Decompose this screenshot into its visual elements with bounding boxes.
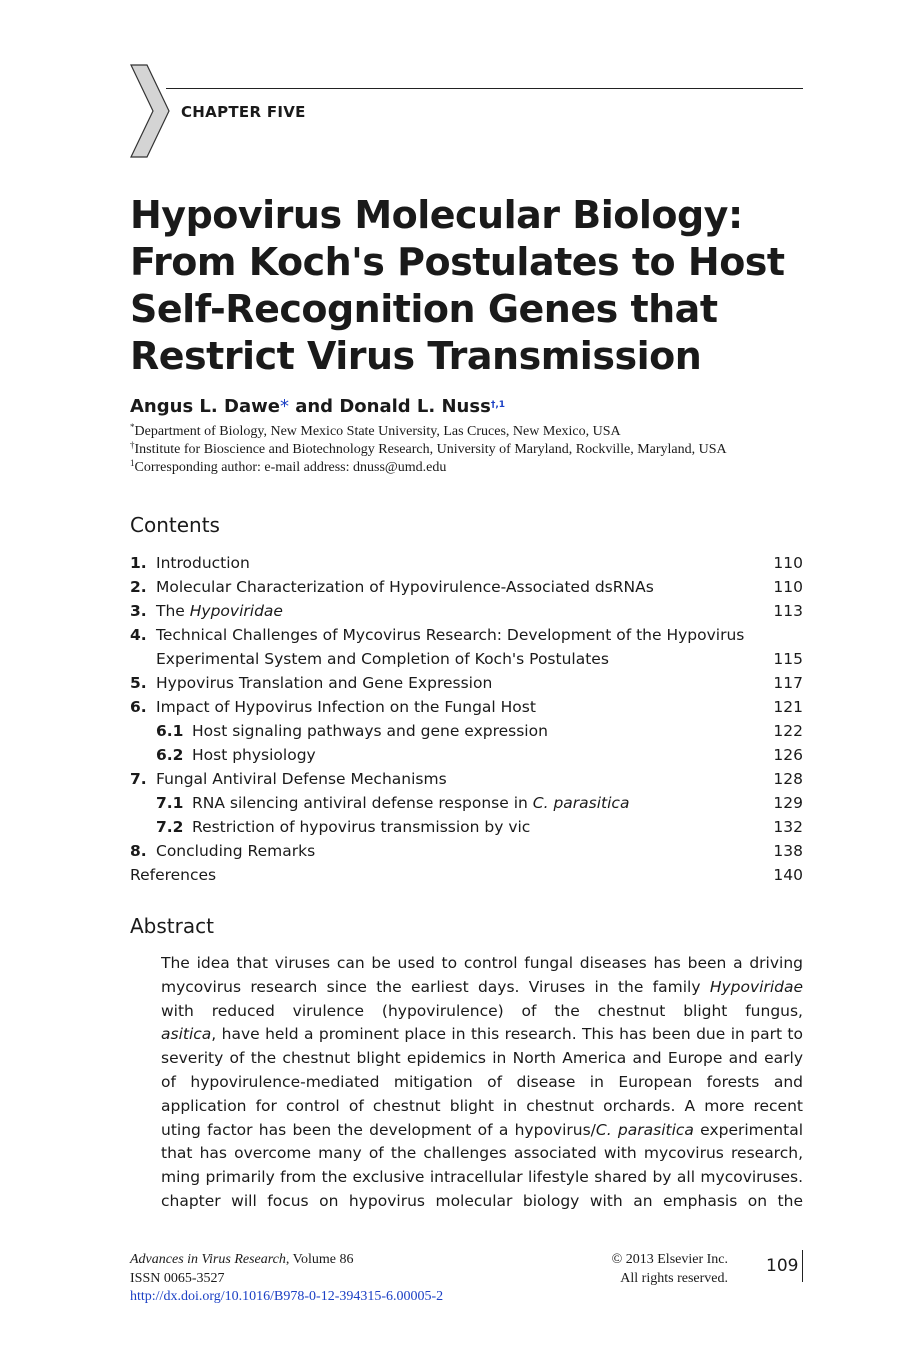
abstract-line: ming primarily from the exclusive intracellular lifestyle shared by all mycoviruses.: [161, 1168, 803, 1187]
toc-page: 122: [773, 722, 803, 740]
header-rule: [166, 88, 803, 89]
toc-title: Fungal Antiviral Defense Mechanisms: [156, 770, 447, 788]
journal-name: Advances in Virus Research: [130, 1252, 286, 1267]
toc-title: Impact of Hypovirus Infection on the Fungal Host: [156, 698, 536, 716]
toc-entry-references[interactable]: [130, 863, 803, 887]
toc-title: [192, 791, 629, 815]
toc-entry[interactable]: [130, 599, 803, 623]
toc-subentry[interactable]: [130, 791, 803, 815]
toc-title: [156, 599, 283, 623]
abstract-line: that has overcome many of the challenges associated with mycovirus research,: [161, 1144, 803, 1163]
affiliation-text: Department of Biology, New Mexico State University, Las Cruces, New Mexico, USA: [134, 424, 621, 439]
toc-page: 117: [773, 674, 803, 692]
chapter-label: CHAPTER FIVE: [181, 103, 306, 121]
abstract-italic: C. parasitica: [595, 1120, 694, 1139]
affiliation-text: Institute for Bioscience and Biotechnology Research, University of Maryland, Rockville, Maryland, USA: [134, 442, 727, 457]
affiliation: [130, 459, 727, 477]
toc-page: 132: [773, 818, 803, 836]
toc-number: 4.: [130, 626, 147, 644]
copyright: © 2013 Elsevier Inc.: [611, 1252, 728, 1267]
affiliation-mark: *: [130, 422, 135, 432]
affiliation-text: Corresponding author: e-mail address: dnuss@umd.edu: [134, 460, 447, 475]
toc-title: Molecular Characterization of Hypovirulence-Associated dsRNAs: [156, 578, 654, 596]
abstract-line: severity of the chestnut blight epidemics in North America and Europe and early: [161, 1049, 803, 1068]
toc-entry[interactable]: [130, 839, 803, 863]
table-of-contents: [130, 551, 803, 887]
toc-number: 3.: [130, 602, 147, 620]
issn: ISSN 0065-3527: [130, 1270, 225, 1286]
affiliation-mark: †: [130, 440, 135, 450]
toc-number: 7.1: [156, 794, 184, 812]
toc-title: Host signaling pathways and gene expression: [192, 722, 548, 740]
toc-number: 6.2: [156, 746, 184, 764]
toc-title: Restriction of hypovirus transmission by vic: [192, 818, 531, 836]
abstract-line: [161, 976, 803, 1000]
abstract-line: [161, 1000, 803, 1024]
affiliation-mark: 1: [130, 458, 135, 468]
toc-page: 113: [773, 602, 803, 620]
toc-title: Concluding Remarks: [156, 842, 316, 860]
rights: All rights reserved.: [620, 1270, 728, 1286]
abstract-text: experimental: [700, 1120, 803, 1139]
toc-number: 1.: [130, 554, 147, 572]
toc-subentry[interactable]: [130, 815, 803, 839]
toc-page: 129: [773, 794, 803, 812]
toc-entry[interactable]: [130, 695, 803, 719]
article-title: [130, 192, 830, 380]
footer-copyright: [585, 1251, 728, 1288]
toc-number: 8.: [130, 842, 147, 860]
toc-title-text: The: [156, 602, 190, 620]
author-line: [130, 396, 505, 417]
page-number: 109: [766, 1256, 799, 1276]
toc-entry[interactable]: [130, 551, 803, 575]
toc-page: 140: [773, 866, 803, 884]
title-line: Self-Recognition Genes that: [130, 287, 718, 331]
page-number-rule: [802, 1250, 803, 1282]
affiliation: [130, 441, 727, 459]
abstract-line: The idea that viruses can be used to control fungal diseases has been a driving: [161, 954, 803, 972]
affiliations: [130, 423, 727, 477]
toc-entry[interactable]: [130, 767, 803, 791]
abstract-line: application for control of chestnut blight in chestnut orchards. A more recent: [161, 1096, 803, 1115]
title-line: Hypovirus Molecular Biology:: [130, 193, 743, 237]
toc-number: 6.: [130, 698, 147, 716]
doi-link[interactable]: http://dx.doi.org/10.1016/B978-0-12-394315-6.00005-2: [130, 1289, 444, 1304]
affiliation: [130, 423, 727, 441]
toc-entry[interactable]: [130, 671, 803, 695]
title-line: From Koch's Postulates to Host: [130, 240, 785, 284]
abstract-line: chapter will focus on hypovirus molecular biology with an emphasis on the: [161, 1191, 803, 1210]
toc-number: 6.1: [156, 722, 184, 740]
toc-title: Introduction: [156, 554, 250, 572]
author-name: Donald L. Nuss: [339, 396, 491, 417]
toc-page: 138: [773, 842, 803, 860]
abstract-text: uting factor has been the development of a hypovirus/: [161, 1120, 596, 1139]
toc-entry[interactable]: [130, 575, 803, 599]
chapter-chevron-icon: [130, 64, 170, 158]
toc-page: 110: [773, 578, 803, 596]
contents-heading: Contents: [130, 513, 220, 537]
toc-page: 128: [773, 770, 803, 788]
toc-subentry[interactable]: [130, 743, 803, 767]
toc-title: Experimental System and Completion of Koch's Postulates: [156, 650, 609, 668]
toc-entry-continuation[interactable]: [130, 647, 803, 671]
affiliation-mark[interactable]: *: [279, 396, 289, 417]
toc-number: 7.: [130, 770, 147, 788]
affiliation-mark[interactable]: †,1: [490, 400, 505, 410]
toc-entry[interactable]: [130, 623, 803, 647]
abstract-text: with reduced virulence (hypovirulence) of the chestnut blight fungus,: [161, 1001, 803, 1020]
author-name: Angus L. Dawe: [130, 396, 280, 417]
toc-page: 121: [773, 698, 803, 716]
toc-title-text: RNA silencing antiviral defense response in: [192, 794, 533, 812]
abstract-italic: Hypoviridae: [709, 977, 803, 996]
abstract-body: [161, 952, 803, 1214]
journal-volume: , Volume 86: [285, 1252, 354, 1267]
journal-line: [130, 1251, 443, 1270]
toc-title: Technical Challenges of Mycovirus Research: Development of the Hypovirus: [156, 626, 745, 644]
toc-number: 5.: [130, 674, 147, 692]
toc-number: 7.2: [156, 818, 184, 836]
abstract-text: mycovirus research since the earliest days. Viruses in the family: [161, 977, 710, 996]
footer-citation: [130, 1251, 443, 1307]
author-conjunction: and: [288, 396, 340, 417]
abstract-italic: asitica: [161, 1025, 212, 1044]
toc-subentry[interactable]: [130, 719, 803, 743]
abstract-line: of hypovirulence-mediated mitigation of disease in European forests and: [161, 1072, 803, 1091]
toc-title-italic: Hypoviridae: [189, 602, 283, 620]
toc-page: 126: [773, 746, 803, 764]
abstract-line: [161, 1023, 803, 1047]
toc-page: 115: [773, 650, 803, 668]
toc-title: References: [130, 866, 217, 884]
toc-title: Hypovirus Translation and Gene Expression: [156, 674, 493, 692]
toc-title: Host physiology: [192, 746, 316, 764]
abstract-heading: Abstract: [130, 914, 214, 938]
toc-page: 110: [773, 554, 803, 572]
toc-number: 2.: [130, 578, 147, 596]
title-line: Restrict Virus Transmission: [130, 334, 702, 378]
toc-title-italic: C. parasitica: [532, 794, 630, 812]
abstract-text: , have held a prominent place in this research. This has been due in part to: [211, 1025, 803, 1044]
abstract-line: [161, 1119, 803, 1143]
